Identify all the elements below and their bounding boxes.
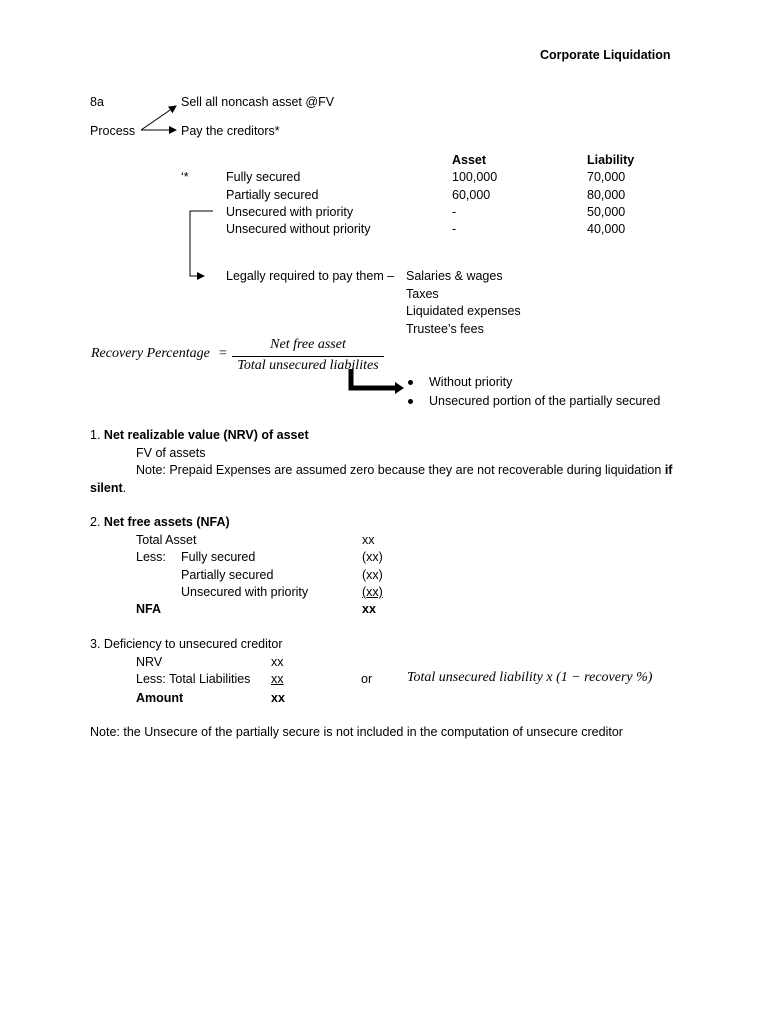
nfa-row-label: Partially secured bbox=[181, 568, 274, 582]
note-text: Note: Prepaid Expenses are assumed zero because they are not recoverable during liquidation bbox=[136, 463, 662, 477]
process-step-pay: Pay the creditors* bbox=[181, 124, 280, 138]
priority-item: Trustee’s fees bbox=[406, 322, 484, 336]
table-row-label: Unsecured with priority bbox=[226, 205, 354, 219]
formula-numerator: Net free asset bbox=[270, 337, 346, 352]
priority-item: Salaries & wages bbox=[406, 269, 503, 283]
priority-item: Liquidated expenses bbox=[406, 304, 521, 318]
deficiency-or: or bbox=[361, 672, 373, 686]
priority-note-label: Legally required to pay them – bbox=[226, 269, 395, 283]
table-row-liability: 80,000 bbox=[587, 188, 626, 202]
deficiency-amount-label: Amount bbox=[136, 691, 184, 705]
formula-lhs: Recovery Percentage bbox=[91, 346, 210, 361]
nfa-row-label: Fully secured bbox=[181, 550, 256, 564]
table-row-liability: 70,000 bbox=[587, 170, 626, 184]
deficiency-nrv-value: xx bbox=[271, 655, 284, 669]
thick-elbow-arrow bbox=[351, 369, 396, 388]
nfa-row-value: (xx) bbox=[362, 585, 383, 599]
nfa-total-label: Total Asset bbox=[136, 533, 197, 547]
section-number: 2. bbox=[90, 515, 101, 529]
process-label: Process bbox=[90, 124, 136, 138]
note-end: . bbox=[122, 481, 127, 495]
deficiency-less-label: Less: Total Liabilities bbox=[136, 672, 251, 686]
table-row-liability: 50,000 bbox=[587, 205, 626, 219]
table-row-label: Partially secured bbox=[226, 188, 319, 202]
nfa-result-label: NFA bbox=[136, 602, 161, 616]
section-number: 3. bbox=[90, 637, 101, 651]
section-1-line: FV of assets bbox=[136, 446, 206, 460]
deficiency-alt-formula: Total unsecured liability x (1 − recovery %) bbox=[407, 670, 653, 685]
table-row-liability: 40,000 bbox=[587, 222, 626, 236]
section-label: 8a bbox=[90, 95, 104, 109]
table-row-label: Fully secured bbox=[226, 170, 301, 184]
nfa-result-value: xx bbox=[362, 602, 376, 616]
section-title: Net realizable value (NRV) of asset bbox=[103, 428, 309, 442]
section-number: 1. bbox=[90, 428, 101, 442]
priority-item: Taxes bbox=[406, 287, 439, 301]
page-title: Corporate Liquidation bbox=[540, 48, 671, 62]
section-title: Deficiency to unsecured creditor bbox=[103, 637, 283, 651]
bullet-item: Unsecured portion of the partially secured bbox=[429, 394, 661, 408]
nfa-total-value: xx bbox=[362, 533, 375, 547]
deficiency-nrv-label: NRV bbox=[136, 655, 163, 669]
deficiency-less-value: xx bbox=[271, 672, 284, 686]
table-row-asset: - bbox=[452, 205, 457, 219]
header-liability: Liability bbox=[587, 153, 635, 167]
nfa-less-label: Less: bbox=[136, 550, 166, 564]
deficiency-amount-value: xx bbox=[271, 691, 285, 705]
formula-equals: = bbox=[219, 346, 227, 361]
table-row-asset: 100,000 bbox=[452, 170, 498, 184]
table-row-label: Unsecured without priority bbox=[226, 222, 371, 236]
nfa-row-value: (xx) bbox=[362, 550, 383, 564]
note-bold: if bbox=[664, 463, 673, 477]
footnote-marker: ‘* bbox=[181, 170, 189, 184]
note-bold: silent bbox=[90, 481, 123, 495]
thick-arrow-head bbox=[395, 382, 404, 394]
table-row-asset: 60,000 bbox=[452, 188, 491, 202]
footer-note: Note: the Unsecure of the partially secure is not included in the computation of unsecure creditor bbox=[90, 725, 623, 739]
header-asset: Asset bbox=[452, 153, 487, 167]
nfa-row-label: Unsecured with priority bbox=[181, 585, 309, 599]
bracket-line bbox=[190, 211, 213, 276]
process-step-sell: Sell all noncash asset @FV bbox=[181, 95, 335, 109]
section-title: Net free assets (NFA) bbox=[103, 515, 230, 529]
table-row-asset: - bbox=[452, 222, 457, 236]
formula-denominator: Total unsecured liabilites bbox=[237, 357, 379, 373]
nfa-row-value: (xx) bbox=[362, 568, 383, 582]
bullet-item: Without priority bbox=[429, 375, 513, 389]
arrow-to-sell bbox=[141, 106, 176, 130]
